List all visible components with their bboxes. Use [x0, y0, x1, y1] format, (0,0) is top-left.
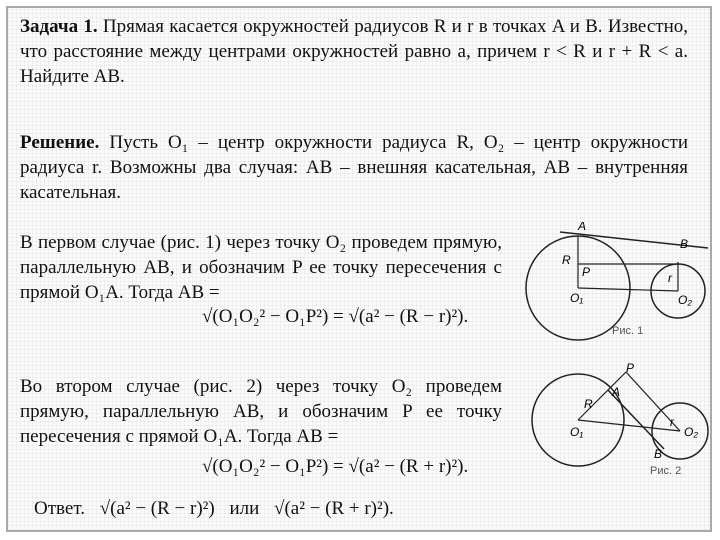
problem-title: Задача 1. [20, 16, 98, 37]
fig2-label-A: A [612, 385, 621, 399]
answer-connector: или [229, 498, 260, 519]
solution-block [20, 130, 688, 205]
fig2-label-O2: O₂ [684, 425, 698, 439]
case1-text: В первом случае (рис. 1) через точку O₂ проведем прямую, параллельную AB, и обозначим P ее точку пересечения с прямой O₁A. Тогда AB = [20, 232, 502, 303]
problem-block [20, 14, 688, 89]
fig1-label-O1: O₁ [570, 291, 584, 305]
answer-value-1: √(a² − (R − r)²) [99, 498, 215, 519]
fig2-label-R: R [584, 397, 593, 411]
solution-text: Пусть O₁ – центр окружности радиуса R, O₂ – центр окружности радиуса r. Возможны два случая: AB – внешняя касательная, AB – внутренняя касательная. [20, 132, 688, 203]
case2-formula: √(O₁O₂² − O₁P²) = √(a² − (R + r)²). [202, 456, 469, 477]
case1-formula: √(O₁O₂² − O₁P²) = √(a² − (R − r)²). [202, 306, 469, 327]
answer-value-2: √(a² − (R + r)²). [274, 498, 394, 519]
problem-text: Прямая касается окружностей радиусов R и r в точках A и B. Известно, что расстояние между центрами окружностей равно a, причем r < R и r + R < a. Найдите AB. [20, 16, 688, 87]
answer-label: Ответ. [34, 498, 85, 519]
figure-2 [520, 362, 716, 492]
answer-line [34, 498, 394, 520]
case2-text: Во втором случае (рис. 2) через точку O₂ проведем прямую, параллельную AB, и обозначим P ее точку пересечения с прямой O₁A. Тогда AB = [20, 376, 502, 447]
fig1-label-R: R [562, 253, 571, 267]
fig1-label-B: B [680, 237, 689, 251]
fig1-label-A: A [578, 222, 587, 233]
fig2-label-B: B [654, 447, 663, 461]
fig1-label-r: r [668, 271, 672, 285]
fig1-caption: Рис. 1 [612, 325, 644, 337]
fig2-caption: Рис. 2 [650, 465, 682, 477]
fig2-label-r: r [670, 415, 674, 429]
fig1-label-O2: O₂ [678, 293, 692, 307]
fig2-label-P: P [626, 362, 635, 375]
solution-label: Решение. [20, 132, 100, 153]
figure-1 [520, 222, 716, 352]
fig2-label-O1: O₁ [570, 425, 584, 439]
fig1-label-P: P [582, 265, 591, 279]
